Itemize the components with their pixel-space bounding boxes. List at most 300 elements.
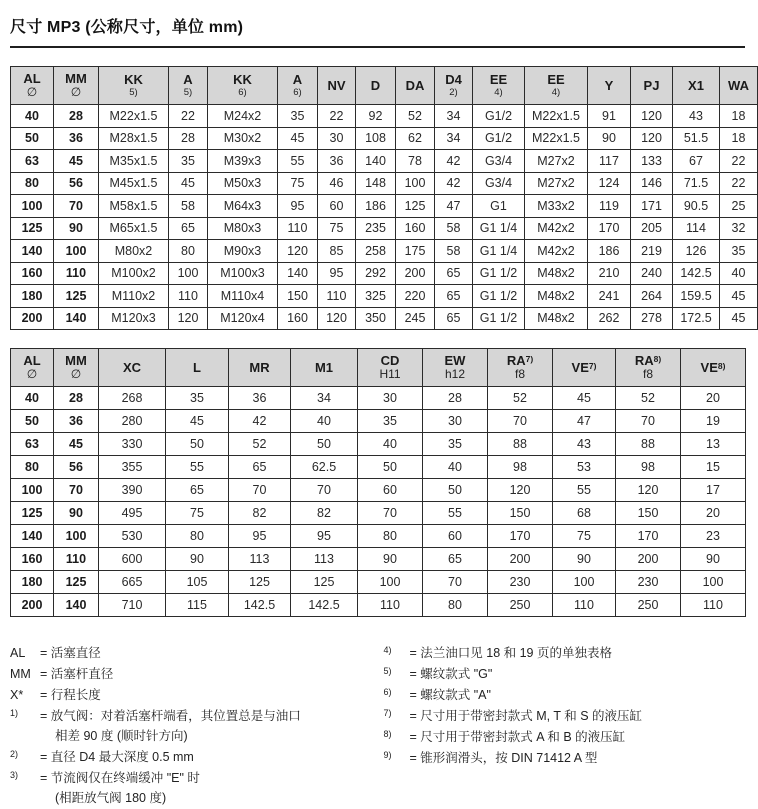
- footnote-line: = 活塞直径: [40, 646, 101, 660]
- table-cell: 120: [278, 240, 318, 263]
- table-cell: 70: [616, 410, 681, 433]
- column-header: [435, 67, 473, 105]
- table-cell: M100x3: [208, 262, 278, 285]
- column-header-label: RA$^{7)}$: [506, 353, 534, 368]
- column-header-label: PJ: [643, 77, 660, 93]
- column-header: [673, 67, 720, 105]
- footnote-line: = 尺寸用于带密封款式 M, T 和 S 的液压缸: [409, 709, 643, 723]
- footnote-marker: 5): [383, 666, 392, 676]
- table-cell: 91: [588, 105, 631, 128]
- table-cell: 125: [229, 571, 291, 594]
- table-cell: 110: [54, 548, 99, 571]
- table-cell: G1/2: [473, 127, 525, 150]
- table-cell: 28: [54, 387, 99, 410]
- column-header-footnote-ref: 8): [653, 354, 662, 364]
- table-cell: 350: [356, 307, 396, 330]
- table-cell: 117: [588, 150, 631, 173]
- column-header-label: EE: [547, 72, 565, 87]
- table-cell: G3/4: [473, 150, 525, 173]
- table-row: [11, 410, 746, 433]
- table-cell: 170: [488, 525, 553, 548]
- table-cell: 108: [356, 127, 396, 150]
- table-cell: 150: [278, 285, 318, 308]
- table-cell: 23: [681, 525, 746, 548]
- table-cell: 150: [488, 502, 553, 525]
- table-cell: 105: [166, 571, 229, 594]
- column-header-label: DA: [405, 77, 425, 93]
- footnote: [10, 768, 378, 808]
- table-cell: M110x4: [208, 285, 278, 308]
- footnote-line: = 螺纹款式 "A": [409, 688, 491, 702]
- table-cell: 264: [631, 285, 673, 308]
- table-cell: 35: [166, 387, 229, 410]
- table-cell: 51.5: [673, 127, 720, 150]
- table-cell: 125: [396, 195, 435, 218]
- footnotes-left-column: [10, 643, 378, 809]
- footnote: [384, 727, 746, 747]
- table-cell: G1: [473, 195, 525, 218]
- table-cell: 150: [616, 502, 681, 525]
- column-header: [208, 67, 278, 105]
- table-cell: 85: [318, 240, 356, 263]
- table-cell: 65: [435, 262, 473, 285]
- table-cell: 70: [291, 479, 358, 502]
- table-cell: M80x2: [99, 240, 169, 263]
- column-header-label: A: [292, 72, 303, 87]
- footnotes-right-column: [378, 643, 746, 809]
- table-cell: G1 1/4: [473, 217, 525, 240]
- table-cell: 200: [11, 307, 54, 330]
- column-header-label: A: [183, 72, 193, 87]
- column-header-label: M1: [314, 359, 334, 375]
- table-cell: M35x1.5: [99, 150, 169, 173]
- table-cell: 60: [423, 525, 488, 548]
- footnote-text: [410, 664, 746, 684]
- table-cell: 140: [11, 525, 54, 548]
- table-cell: 46: [318, 172, 356, 195]
- table-cell: 142.5: [291, 594, 358, 617]
- table-cell: 278: [631, 307, 673, 330]
- table-cell: 80: [169, 240, 208, 263]
- column-header-label: AL: [23, 353, 41, 368]
- table-cell: 60: [318, 195, 356, 218]
- header-row: [11, 67, 758, 105]
- column-header-sublabel: 6): [238, 87, 247, 98]
- table-cell: 18: [720, 105, 758, 128]
- table-cell: 45: [278, 127, 318, 150]
- table-cell: 80: [423, 594, 488, 617]
- table-cell: 280: [99, 410, 166, 433]
- table-cell: 13: [681, 433, 746, 456]
- table-cell: 70: [54, 479, 99, 502]
- table-cell: 665: [99, 571, 166, 594]
- column-header-sublabel: f8: [514, 367, 525, 381]
- table-cell: M64x3: [208, 195, 278, 218]
- table-cell: 235: [356, 217, 396, 240]
- table-cell: 98: [488, 456, 553, 479]
- table-cell: 15: [681, 456, 746, 479]
- table-cell: 119: [588, 195, 631, 218]
- table-cell: 180: [11, 285, 54, 308]
- table-cell: 40: [11, 387, 54, 410]
- table-row: [11, 285, 758, 308]
- column-header-label: D: [370, 77, 381, 93]
- footnote-marker: AL: [10, 646, 26, 660]
- table-cell: 110: [318, 285, 356, 308]
- table-cell: 22: [720, 150, 758, 173]
- table-cell: 45: [720, 285, 758, 308]
- table-cell: 90: [588, 127, 631, 150]
- table-cell: 50: [358, 456, 423, 479]
- table-cell: 40: [720, 262, 758, 285]
- table-cell: 113: [291, 548, 358, 571]
- table-row: [11, 105, 758, 128]
- table-cell: M24x2: [208, 105, 278, 128]
- table-cell: 80: [11, 456, 54, 479]
- table-cell: M33x2: [525, 195, 588, 218]
- table-cell: 22: [720, 172, 758, 195]
- table-cell: 55: [553, 479, 616, 502]
- table-cell: 110: [278, 217, 318, 240]
- table-cell: 80: [358, 525, 423, 548]
- table-cell: 34: [435, 105, 473, 128]
- table-cell: 262: [588, 307, 631, 330]
- table-cell: 43: [673, 105, 720, 128]
- table-cell: M48x2: [525, 307, 588, 330]
- column-header-label: MM: [65, 71, 87, 86]
- column-header-label: KK: [124, 72, 143, 87]
- column-header-label: XC: [122, 359, 142, 375]
- table-cell: 120: [169, 307, 208, 330]
- table-cell: G1 1/2: [473, 307, 525, 330]
- column-header-label: VE$^{8)}$: [700, 359, 726, 375]
- table-cell: 58: [435, 240, 473, 263]
- table-cell: 35: [169, 150, 208, 173]
- table-cell: 95: [229, 525, 291, 548]
- table-cell: 36: [318, 150, 356, 173]
- table-cell: M58x1.5: [99, 195, 169, 218]
- table-cell: 45: [169, 172, 208, 195]
- footnote-marker: 8): [383, 729, 392, 739]
- table-cell: 17: [681, 479, 746, 502]
- table-cell: 495: [99, 502, 166, 525]
- table-cell: 230: [488, 571, 553, 594]
- column-header-label: KK: [233, 72, 252, 87]
- table-cell: 171: [631, 195, 673, 218]
- footnotes: [10, 643, 745, 809]
- table-cell: 100: [396, 172, 435, 195]
- table-row: [11, 548, 746, 571]
- table-cell: 30: [318, 127, 356, 150]
- table-cell: 140: [54, 307, 99, 330]
- table-cell: 110: [358, 594, 423, 617]
- table-cell: 34: [435, 127, 473, 150]
- table-cell: 245: [396, 307, 435, 330]
- column-header-sublabel: 4): [494, 87, 503, 98]
- table-cell: 200: [488, 548, 553, 571]
- footnote: [10, 664, 378, 684]
- column-header-label: EW: [444, 353, 466, 368]
- table-cell: 220: [396, 285, 435, 308]
- footnote-text: [40, 643, 378, 663]
- table-cell: 62.5: [291, 456, 358, 479]
- footnote-text: [410, 706, 746, 726]
- table-cell: M48x2: [525, 262, 588, 285]
- table-cell: 100: [358, 571, 423, 594]
- table-cell: 19: [681, 410, 746, 433]
- table-cell: 50: [11, 410, 54, 433]
- table-cell: 160: [396, 217, 435, 240]
- table-cell: 50: [291, 433, 358, 456]
- dimensions-table-2: [10, 348, 746, 617]
- table-cell: 205: [631, 217, 673, 240]
- table-cell: 70: [423, 571, 488, 594]
- footnote-line: = 活塞杆直径: [40, 667, 114, 681]
- footnote-marker: 1): [10, 708, 19, 718]
- column-header: [11, 67, 54, 105]
- footnote-line: = 行程长度: [40, 688, 101, 702]
- table-cell: 125: [11, 217, 54, 240]
- table-cell: M30x2: [208, 127, 278, 150]
- table-cell: 142.5: [673, 262, 720, 285]
- footnote-text: [410, 748, 746, 768]
- table-cell: 268: [99, 387, 166, 410]
- column-header: [720, 67, 758, 105]
- column-header: [525, 67, 588, 105]
- table-cell: 36: [229, 387, 291, 410]
- table-row: [11, 479, 746, 502]
- table-cell: 148: [356, 172, 396, 195]
- footnote: [10, 747, 378, 767]
- title-block: [10, 10, 745, 48]
- table-cell: 55: [423, 502, 488, 525]
- table-cell: 160: [11, 548, 54, 571]
- table-cell: 170: [588, 217, 631, 240]
- footnote-marker: 9): [383, 750, 392, 760]
- footnote-marker: MM: [10, 667, 31, 681]
- footnote: [384, 664, 746, 684]
- table-cell: 115: [166, 594, 229, 617]
- table-cell: 95: [291, 525, 358, 548]
- table-cell: 63: [11, 150, 54, 173]
- table-cell: 200: [11, 594, 54, 617]
- column-header-label: MR: [249, 359, 270, 375]
- table-cell: 113: [229, 548, 291, 571]
- column-header: [229, 349, 291, 387]
- table-cell: 142.5: [229, 594, 291, 617]
- table1-header-row: [11, 67, 758, 105]
- column-header-sublabel: H11: [379, 367, 401, 381]
- table-cell: 120: [616, 479, 681, 502]
- table-cell: 125: [11, 502, 54, 525]
- table-cell: 200: [616, 548, 681, 571]
- column-header: [423, 349, 488, 387]
- table-cell: 241: [588, 285, 631, 308]
- table-cell: 355: [99, 456, 166, 479]
- table-cell: 175: [396, 240, 435, 263]
- table-cell: 100: [553, 571, 616, 594]
- table-cell: 98: [616, 456, 681, 479]
- column-header-label: L: [193, 359, 201, 375]
- table-cell: 78: [396, 150, 435, 173]
- table-cell: 32: [720, 217, 758, 240]
- table-cell: 125: [291, 571, 358, 594]
- table-cell: M22x1.5: [525, 127, 588, 150]
- table-cell: 58: [435, 217, 473, 240]
- column-header-footnote-ref: 7): [525, 354, 534, 364]
- column-header: [358, 349, 423, 387]
- table-cell: M22x1.5: [525, 105, 588, 128]
- table-cell: 110: [54, 262, 99, 285]
- table-cell: 20: [681, 387, 746, 410]
- table-cell: M27x2: [525, 172, 588, 195]
- footnote-line: = 锥形润滑头，按 DIN 71412 A 型: [409, 751, 598, 765]
- table-cell: 50: [166, 433, 229, 456]
- table-cell: M42x2: [525, 240, 588, 263]
- table-cell: 88: [488, 433, 553, 456]
- table-cell: 52: [488, 387, 553, 410]
- table-cell: M50x3: [208, 172, 278, 195]
- table-row: [11, 172, 758, 195]
- table-cell: 70: [229, 479, 291, 502]
- table-cell: 82: [229, 502, 291, 525]
- column-header: [681, 349, 746, 387]
- table-cell: 63: [11, 433, 54, 456]
- table-cell: 67: [673, 150, 720, 173]
- table-row: [11, 262, 758, 285]
- table2-body: [11, 387, 746, 617]
- table-cell: 45: [720, 307, 758, 330]
- table-cell: 133: [631, 150, 673, 173]
- table-cell: 43: [553, 433, 616, 456]
- column-header: [291, 349, 358, 387]
- table-cell: 200: [396, 262, 435, 285]
- table-cell: 250: [488, 594, 553, 617]
- table-cell: 530: [99, 525, 166, 548]
- table2-header-row: [11, 349, 746, 387]
- column-header-sublabel: 6): [293, 87, 302, 98]
- table-cell: 22: [169, 105, 208, 128]
- column-header-label: EE: [489, 72, 508, 87]
- footnote-text: [410, 643, 746, 663]
- table-cell: 71.5: [673, 172, 720, 195]
- column-header: [99, 349, 166, 387]
- footnote-line: = 法兰油口见 18 和 19 页的单独表格: [409, 646, 612, 660]
- column-header: [396, 67, 435, 105]
- table-cell: 100: [11, 479, 54, 502]
- footnote-text: [410, 685, 746, 705]
- column-header-sublabel: ∅: [70, 367, 82, 381]
- table-cell: M90x3: [208, 240, 278, 263]
- table-cell: 45: [553, 387, 616, 410]
- column-header: [54, 67, 99, 105]
- table-cell: 70: [54, 195, 99, 218]
- table-cell: 42: [435, 150, 473, 173]
- footnote-text: [410, 727, 746, 747]
- table-cell: 140: [54, 594, 99, 617]
- table-cell: 35: [423, 433, 488, 456]
- table-cell: 52: [616, 387, 681, 410]
- table-cell: 258: [356, 240, 396, 263]
- table-row: [11, 502, 746, 525]
- table-cell: 240: [631, 262, 673, 285]
- column-header-sublabel: 5): [183, 87, 193, 98]
- table-cell: G1/2: [473, 105, 525, 128]
- column-header-label: Y: [604, 77, 614, 93]
- table-cell: 114: [673, 217, 720, 240]
- table-cell: 22: [318, 105, 356, 128]
- header-row: [11, 349, 746, 387]
- table-cell: 40: [291, 410, 358, 433]
- table-cell: 50: [423, 479, 488, 502]
- table-cell: 50: [11, 127, 54, 150]
- column-header-footnote-ref: 8): [717, 360, 726, 371]
- table-cell: 35: [278, 105, 318, 128]
- table-cell: 100: [11, 195, 54, 218]
- table-cell: 100: [54, 525, 99, 548]
- column-header-sublabel: 5): [129, 87, 138, 98]
- table-cell: 180: [11, 571, 54, 594]
- footnote-text: [40, 685, 378, 705]
- table-cell: 65: [229, 456, 291, 479]
- table-cell: 100: [54, 240, 99, 263]
- table-cell: 36: [54, 127, 99, 150]
- table-cell: 172.5: [673, 307, 720, 330]
- table-cell: M42x2: [525, 217, 588, 240]
- page-title: 尺寸 MP3 (公称尺寸，单位 mm): [10, 19, 244, 36]
- footnote-line: 相差 90 度 (顺时针方向): [55, 729, 188, 743]
- table-cell: M80x3: [208, 217, 278, 240]
- column-header-sublabel: ∅: [26, 85, 38, 99]
- footnote-text: [40, 664, 378, 684]
- table-cell: 60: [358, 479, 423, 502]
- column-header: [356, 67, 396, 105]
- column-header: [473, 67, 525, 105]
- footnote: [384, 748, 746, 768]
- footnote-marker: 4): [383, 645, 392, 655]
- dimensions-table-1: [10, 66, 758, 330]
- table-cell: M45x1.5: [99, 172, 169, 195]
- table-cell: 159.5: [673, 285, 720, 308]
- table-cell: 65: [435, 307, 473, 330]
- table-cell: 52: [229, 433, 291, 456]
- table-cell: 140: [356, 150, 396, 173]
- column-header-label: D4: [445, 72, 462, 87]
- table-cell: 88: [616, 433, 681, 456]
- table-cell: 126: [673, 240, 720, 263]
- table-row: [11, 217, 758, 240]
- column-header: [631, 67, 673, 105]
- table-cell: 55: [278, 150, 318, 173]
- table-cell: 42: [435, 172, 473, 195]
- table-cell: 90: [681, 548, 746, 571]
- table-cell: 92: [356, 105, 396, 128]
- column-header-label: NV: [327, 77, 346, 93]
- column-header: [553, 349, 616, 387]
- table-cell: 90: [358, 548, 423, 571]
- table-row: [11, 456, 746, 479]
- table-cell: 40: [358, 433, 423, 456]
- footnote-marker: 7): [383, 708, 392, 718]
- footnote: [384, 643, 746, 663]
- table-cell: 65: [423, 548, 488, 571]
- table-cell: 160: [11, 262, 54, 285]
- table-cell: 65: [169, 217, 208, 240]
- column-header: [169, 67, 208, 105]
- footnote-line: = 尺寸用于带密封款式 A 和 B 的液压缸: [409, 730, 626, 744]
- table-cell: 45: [54, 433, 99, 456]
- table-cell: M120x3: [99, 307, 169, 330]
